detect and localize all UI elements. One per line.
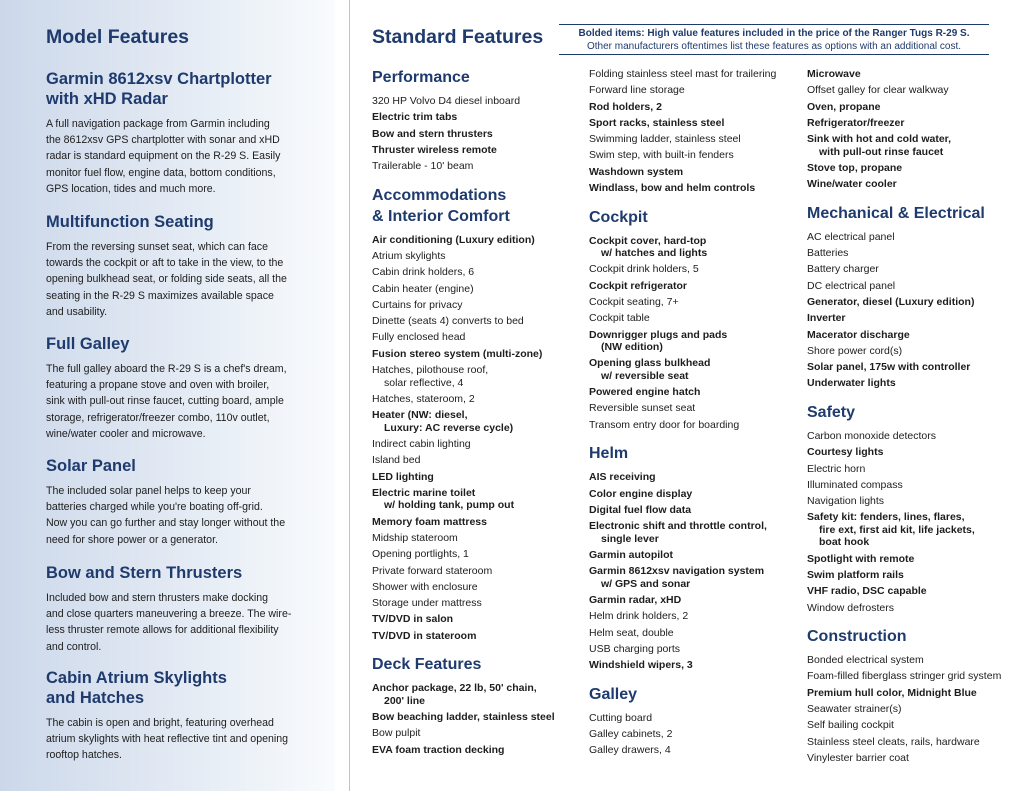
feature-item: Illuminated compass: [807, 478, 903, 491]
feature-item: Garmin autopilot: [589, 548, 673, 561]
feature-list: [807, 231, 1017, 390]
section-title-deck-features: Deck Features: [372, 656, 482, 674]
model-feature-title: Bow and Stern Thrusters: [46, 564, 243, 582]
standard-features-title: Standard Features: [372, 26, 544, 48]
feature-item: Helm drink holders, 2: [589, 610, 689, 623]
feature-item: Trailerable - 10' beam: [372, 160, 474, 173]
feature-item: Cutting board: [589, 711, 653, 724]
feature-item: Cabin drink holders, 6: [372, 266, 475, 279]
feature-item: Cockpit drink holders, 5: [589, 263, 699, 276]
feature-item: Galley cabinets, 2: [589, 728, 673, 741]
section-title-mechanical-electrical: Mechanical & Electrical: [807, 204, 985, 222]
section-title-galley: Galley: [589, 685, 638, 703]
section-title-construction: Construction: [807, 628, 907, 646]
feature-item: Spotlight with remote: [807, 552, 915, 565]
feature-item: Cockpit seating, 7+: [589, 295, 679, 308]
model-feature-body: Included bow and stern thrusters make docking and close quarters maneuvering a breeze. The wire- less thruster remote allows for additional flexibility and control.: [46, 592, 292, 653]
feature-item: Bonded electrical system: [807, 654, 924, 667]
note-line: Other manufacturers oftentimes list these features as options with an additional cost.: [586, 41, 962, 52]
model-feature-body: The cabin is open and bright, featuring overhead atrium skylights with heat reflective tint and opening rooftop hatches.: [46, 717, 289, 762]
section-title-performance: Performance: [372, 69, 470, 86]
feature-list: [589, 235, 799, 432]
model-feature-seating: [46, 212, 306, 320]
feature-list: [807, 430, 1017, 614]
feature-item: Bow beaching ladder, stainless steel: [372, 711, 555, 724]
feature-item: Thruster wireless remote: [372, 143, 497, 156]
feature-item: Anchor package, 22 lb, 50' chain, 200' line: [372, 682, 537, 707]
feature-item: Forward line storage: [589, 84, 685, 97]
feature-item: Navigation lights: [807, 495, 885, 508]
feature-item: Shower with enclosure: [372, 580, 478, 593]
feature-item: Inverter: [807, 312, 846, 325]
feature-list: [372, 234, 577, 643]
model-feature-title: Solar Panel: [46, 457, 136, 475]
feature-list: [589, 712, 799, 757]
feature-item: Premium hull color, Midnight Blue: [807, 686, 977, 699]
model-feature-body: From the reversing sunset seat, which can face towards the cockpit or aft to take in the view, to the opening bulkhead seat, or folding side seats, all the seating in the R-29 S maximizes available space and usability.: [46, 241, 287, 318]
feature-item: Window defrosters: [807, 601, 894, 614]
feature-item: Hatches, pilothouse roof, solar reflective, 4: [372, 364, 489, 389]
feature-item: Washdown system: [589, 165, 684, 178]
feature-list: [589, 471, 799, 671]
feature-item: Batteries: [807, 247, 849, 260]
section-title-helm: Helm: [589, 445, 629, 463]
feature-item: Foam-filled fiberglass stringer grid system: [807, 670, 1002, 683]
feature-item: Battery charger: [807, 263, 879, 276]
feature-list: [589, 68, 799, 195]
feature-item: Swim step, with built-in fenders: [589, 149, 734, 162]
feature-item: EVA foam traction decking: [372, 743, 505, 756]
feature-item: Helm seat, double: [589, 626, 674, 639]
feature-item: Downrigger plugs and pads (NW edition): [589, 328, 728, 354]
model-feature-body: A full navigation package from Garmin including the 8612xsv GPS chartplotter with sonar and xHD radar is standard equipment on the R-29 S. Easily monitor fuel flow, engine data, bottom conditions, GPS location, tides and much more.: [46, 118, 281, 195]
feature-item: Sport racks, stainless steel: [589, 116, 725, 129]
feature-item: Electric horn: [807, 462, 866, 475]
model-feature-title: Cabin Atrium Skylights and Hatches: [46, 669, 227, 707]
section-title-accommodations-interior-comfort: Accommodations & Interior Comfort: [372, 186, 510, 225]
feature-item: Fully enclosed head: [372, 331, 466, 344]
model-feature-solar: [46, 456, 306, 548]
feature-item: Wine/water cooler: [807, 178, 897, 191]
feature-item: Courtesy lights: [807, 446, 884, 459]
features-column-2: [589, 68, 799, 769]
model-feature-title: Full Galley: [46, 335, 130, 353]
model-feature-title: Garmin 8612xsv Chartplotter with xHD Radar: [46, 70, 272, 108]
feature-item: Sink with hot and cold water, with pull-out rinse faucet: [807, 133, 952, 158]
model-feature-title: Multifunction Seating: [46, 213, 214, 231]
feature-item: Rod holders, 2: [589, 100, 662, 113]
model-feature-body: The full galley aboard the R-29 S is a chef's dream, featuring a propane stove and oven with broiler, sink with pull-out rinse faucet, cutting board, ample storage, refrigerator/freezer combo, 110v outlet, wine/water cooler and microwave.: [46, 363, 287, 440]
model-feature-skylights: [46, 668, 306, 764]
features-column-3: [807, 68, 1017, 776]
feature-item: Opening glass bulkhead w/ reversible seat: [589, 357, 711, 382]
feature-item: Cockpit table: [589, 312, 650, 325]
feature-item: TV/DVD in salon: [372, 613, 454, 626]
feature-list: [807, 654, 1017, 764]
bold-items-note: [559, 24, 989, 55]
feature-item: USB charging ports: [589, 642, 681, 655]
model-feature-body: The included solar panel helps to keep your batteries charged while you're boating off-grid. Now you can go further and stay longer without the need for shore power or a generator.: [46, 485, 286, 546]
feature-item: Bow pulpit: [372, 727, 421, 740]
feature-item: Underwater lights: [807, 377, 896, 390]
feature-item: Swim platform rails: [807, 569, 904, 582]
feature-item: Electric marine toilet w/ holding tank, pump out: [372, 486, 515, 512]
column-divider: [349, 0, 350, 791]
feature-item: Electronic shift and throttle control, single lever: [589, 520, 767, 545]
feature-list: [807, 68, 1017, 191]
feature-item: Storage under mattress: [372, 597, 482, 610]
feature-item: Garmin 8612xsv navigation system w/ GPS and sonar: [589, 565, 765, 590]
model-feature-galley: [46, 334, 306, 442]
feature-item: Color engine display: [589, 487, 693, 500]
feature-item: AC electrical panel: [807, 230, 895, 243]
feature-list: [372, 95, 577, 173]
feature-item: Electric trim tabs: [372, 111, 458, 124]
features-column-1: [372, 67, 577, 768]
feature-item: Powered engine hatch: [589, 386, 701, 399]
feature-item: Carbon monoxide detectors: [807, 429, 936, 442]
feature-item: LED lighting: [372, 470, 434, 483]
feature-item: DC electrical panel: [807, 279, 896, 292]
feature-item: Heater (NW: diesel, Luxury: AC reverse cycle): [372, 409, 514, 434]
feature-item: Oven, propane: [807, 100, 881, 113]
feature-item: Folding stainless steel mast for trailering: [589, 68, 777, 80]
feature-item: Safety kit: fenders, lines, flares, fire ext, first aid kit, life jackets, boat hook: [807, 511, 975, 549]
feature-item: Garmin radar, xHD: [589, 594, 682, 607]
feature-item: Shore power cord(s): [807, 344, 903, 357]
feature-item: Opening portlights, 1: [372, 548, 469, 561]
feature-item: Memory foam mattress: [372, 515, 487, 528]
feature-item: Stove top, propane: [807, 161, 903, 174]
note-line: Bolded items: High value features included in the price of the Ranger Tugs R-29 S.: [578, 28, 970, 39]
feature-item: Refrigerator/freezer: [807, 116, 905, 129]
feature-item: Solar panel, 175w with controller: [807, 361, 971, 374]
feature-item: Offset galley for clear walkway: [807, 84, 949, 97]
feature-item: Curtains for privacy: [372, 298, 463, 311]
feature-item: Cabin heater (engine): [372, 282, 474, 295]
feature-item: Dinette (seats 4) converts to bed: [372, 315, 524, 328]
feature-item: Vinylester barrier coat: [807, 751, 909, 764]
feature-item: Seawater strainer(s): [807, 703, 902, 716]
feature-item: Swimming ladder, stainless steel: [589, 133, 741, 146]
section-title-cockpit: Cockpit: [589, 208, 648, 226]
feature-item: Stainless steel cleats, rails, hardware: [807, 735, 980, 748]
feature-item: Galley drawers, 4: [589, 744, 671, 757]
model-feature-garmin: [46, 69, 306, 197]
feature-item: Island bed: [372, 454, 421, 467]
model-features-title: Model Features: [46, 26, 190, 48]
feature-item: AIS receiving: [589, 471, 656, 484]
feature-item: Hatches, stateroom, 2: [372, 392, 475, 405]
feature-item: Reversible sunset seat: [589, 402, 696, 415]
feature-item: Bow and stern thrusters: [372, 127, 493, 140]
feature-item: Microwave: [807, 68, 861, 80]
feature-item: VHF radio, DSC capable: [807, 585, 927, 598]
feature-item: Fusion stereo system (multi-zone): [372, 347, 543, 360]
feature-item: Windshield wipers, 3: [589, 659, 693, 672]
feature-item: Air conditioning (Luxury edition): [372, 233, 535, 246]
feature-item: Transom entry door for boarding: [589, 418, 740, 431]
feature-item: Digital fuel flow data: [589, 503, 692, 516]
feature-list: [372, 682, 577, 756]
section-title-safety: Safety: [807, 403, 856, 421]
feature-item: TV/DVD in stateroom: [372, 629, 477, 642]
feature-item: Cockpit cover, hard-top w/ hatches and lights: [589, 234, 708, 260]
feature-item: Self bailing cockpit: [807, 719, 894, 732]
feature-item: Indirect cabin lighting: [372, 437, 471, 450]
feature-item: Cockpit refrigerator: [589, 279, 688, 292]
feature-item: Atrium skylights: [372, 249, 446, 262]
feature-item: Windlass, bow and helm controls: [589, 182, 756, 195]
feature-item: Midship stateroom: [372, 531, 458, 544]
feature-item: Generator, diesel (Luxury edition): [807, 295, 975, 308]
feature-item: Private forward stateroom: [372, 564, 493, 577]
feature-item: 320 HP Volvo D4 diesel inboard: [372, 95, 521, 107]
feature-item: Macerator discharge: [807, 328, 910, 341]
model-feature-thrusters: [46, 563, 306, 655]
